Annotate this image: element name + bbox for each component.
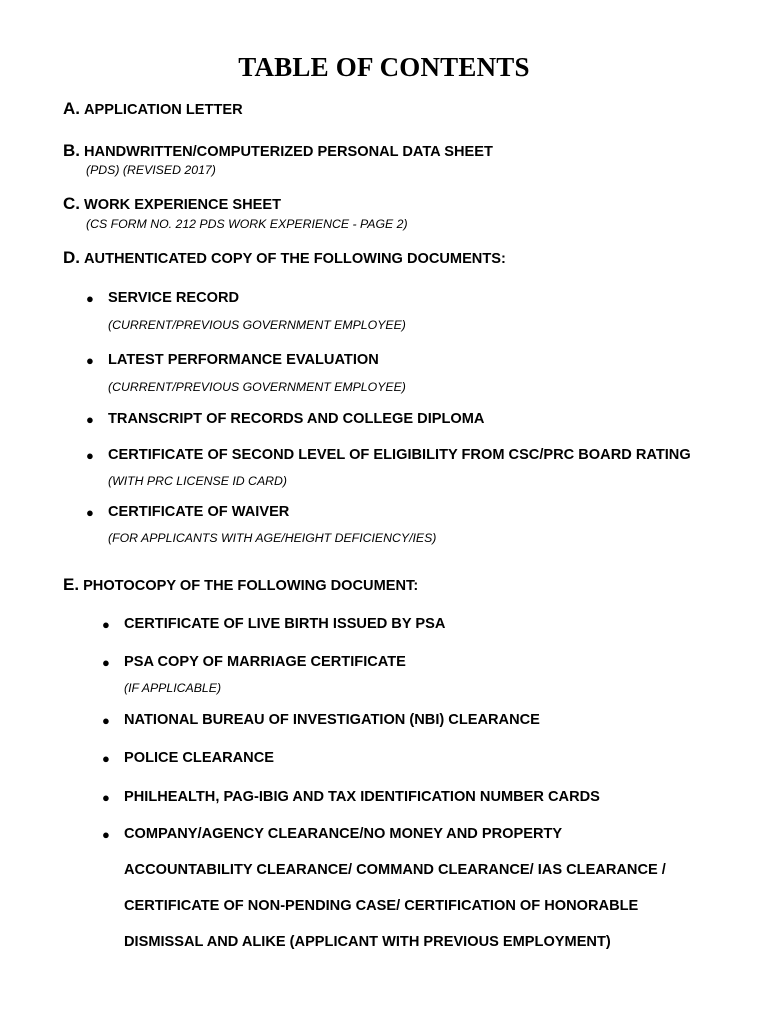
bullet-icon: ●: [102, 617, 110, 632]
e-item-label: NATIONAL BUREAU OF INVESTIGATION (NBI) CLEARANCE: [124, 712, 540, 728]
bullet-icon: ●: [86, 448, 94, 463]
e-item-note: (IF APPLICABLE): [124, 681, 222, 695]
bullet-icon: ●: [86, 505, 94, 520]
section-c-note: (CS FORM NO. 212 PDS WORK EXPERIENCE - PAGE 2): [86, 217, 408, 231]
section-label: PHOTOCOPY OF THE FOLLOWING DOCUMENT:: [83, 578, 419, 594]
section-letter: D.: [63, 248, 80, 267]
section-b-note: (PDS) (REVISED 2017): [86, 163, 216, 177]
section-label: APPLICATION LETTER: [84, 102, 243, 118]
d-item-note: (CURRENT/PREVIOUS GOVERNMENT EMPLOYEE): [108, 318, 406, 332]
bullet-icon: ●: [102, 790, 110, 805]
bullet-icon: ●: [86, 291, 94, 306]
d-item-label: CERTIFICATE OF SECOND LEVEL OF ELIGIBILITY FROM CSC/PRC BOARD RATING: [108, 447, 691, 463]
bullet-icon: ●: [102, 751, 110, 766]
d-item-label: SERVICE RECORD: [108, 290, 240, 306]
section-label: HANDWRITTEN/COMPUTERIZED PERSONAL DATA SHEET: [84, 144, 493, 160]
e-item-line: COMPANY/AGENCY CLEARANCE/NO MONEY AND PROPERTY: [124, 826, 563, 842]
d-item-label: LATEST PERFORMANCE EVALUATION: [108, 352, 379, 368]
d-item-note: (CURRENT/PREVIOUS GOVERNMENT EMPLOYEE): [108, 380, 406, 394]
bullet-icon: ●: [102, 713, 110, 728]
section-a-heading: [63, 99, 243, 119]
section-letter: E.: [63, 575, 80, 594]
section-label: AUTHENTICATED COPY OF THE FOLLOWING DOCUMENTS:: [84, 251, 506, 267]
e-item-label: POLICE CLEARANCE: [124, 750, 274, 766]
bullet-icon: ●: [102, 655, 110, 670]
d-item-label: TRANSCRIPT OF RECORDS AND COLLEGE DIPLOMA: [108, 411, 485, 427]
bullet-icon: ●: [86, 412, 94, 427]
bullet-icon: ●: [86, 353, 94, 368]
d-item-note: (FOR APPLICANTS WITH AGE/HEIGHT DEFICIENCY/IES): [108, 531, 437, 545]
e-item-line: CERTIFICATE OF NON-PENDING CASE/ CERTIFICATION OF HONORABLE: [124, 898, 639, 914]
section-letter: C.: [63, 194, 80, 213]
e-item-label: PSA COPY OF MARRIAGE CERTIFICATE: [124, 654, 406, 670]
d-item-label: CERTIFICATE OF WAIVER: [108, 504, 290, 520]
section-letter: B.: [63, 141, 80, 160]
page-title: TABLE OF CONTENTS: [238, 52, 530, 82]
section-letter: A.: [63, 99, 80, 118]
section-b-heading: [63, 141, 493, 161]
section-label: WORK EXPERIENCE SHEET: [84, 197, 282, 213]
e-item-line: ACCOUNTABILITY CLEARANCE/ COMMAND CLEARANCE/ IAS CLEARANCE /: [124, 862, 666, 878]
section-e-heading: [63, 575, 418, 595]
e-item-line: DISMISSAL AND ALIKE (APPLICANT WITH PREVIOUS EMPLOYMENT): [124, 934, 611, 950]
section-c-heading: [63, 194, 281, 214]
e-item-label: PHILHEALTH, PAG-IBIG AND TAX IDENTIFICATION NUMBER CARDS: [124, 789, 600, 805]
bullet-icon: ●: [102, 827, 110, 842]
d-item-note: (WITH PRC LICENSE ID CARD): [108, 474, 287, 488]
section-d-heading: [63, 248, 506, 268]
e-item-label: CERTIFICATE OF LIVE BIRTH ISSUED BY PSA: [124, 616, 446, 632]
